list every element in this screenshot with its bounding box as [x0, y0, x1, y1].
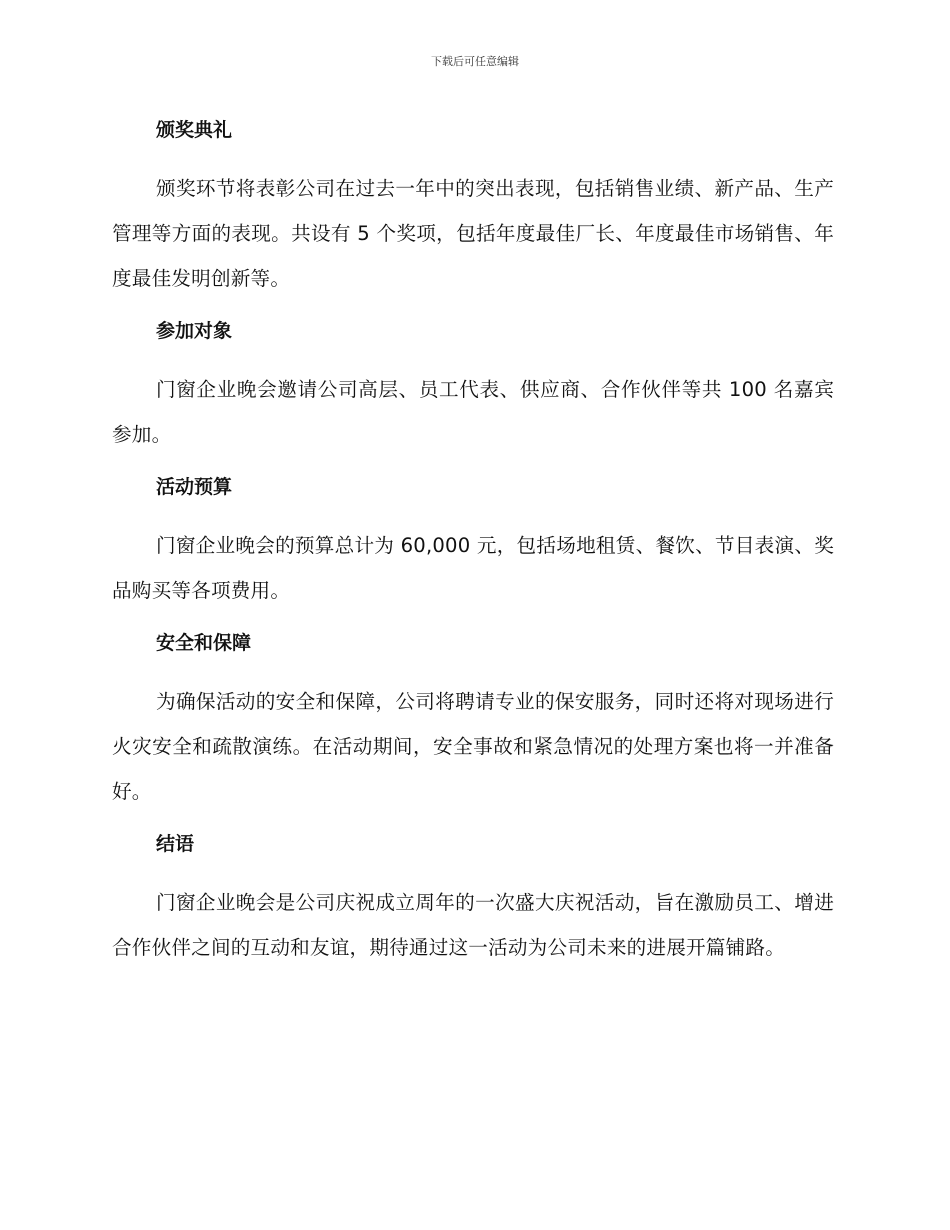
section-paragraph: 门窗企业晚会是公司庆祝成立周年的一次盛大庆祝活动，旨在激励员工、增进合作伙伴之间的互动和友谊，期待通过这一活动为公司未来的进展开篇铺路。: [112, 891, 834, 959]
section-safety: [112, 625, 834, 826]
page-header-note: 下载后可任意编辑: [431, 55, 519, 68]
section-awards: [112, 112, 834, 313]
section-paragraph: 门窗企业晚会的预算总计为 60,000 元，包括场地租赁、餐饮、节目表演、奖品购买等各项费用。: [112, 534, 834, 602]
section-heading: 安全和保障: [156, 632, 252, 654]
section-heading: 参加对象: [156, 320, 233, 342]
document-body: [112, 112, 834, 970]
section-paragraph: 门窗企业晚会邀请公司高层、员工代表、供应商、合作伙伴等共 100 名嘉宾参加。: [112, 378, 834, 446]
section-heading: 颁奖典礼: [156, 119, 233, 141]
section-heading: 活动预算: [156, 476, 233, 498]
section-budget: [112, 469, 834, 625]
section-paragraph: 为确保活动的安全和保障，公司将聘请专业的保安服务，同时还将对现场进行火灾安全和疏散演练。在活动期间，安全事故和紧急情况的处理方案也将一并准备好。: [112, 690, 834, 803]
section-paragraph: 颁奖环节将表彰公司在过去一年中的突出表现，包括销售业绩、新产品、生产管理等方面的表现。共设有 5 个奖项，包括年度最佳厂长、年度最佳市场销售、年度最佳发明创新等。: [112, 177, 834, 290]
section-conclusion: [112, 826, 834, 970]
section-participants: [112, 313, 834, 469]
section-heading: 结语: [156, 833, 195, 855]
